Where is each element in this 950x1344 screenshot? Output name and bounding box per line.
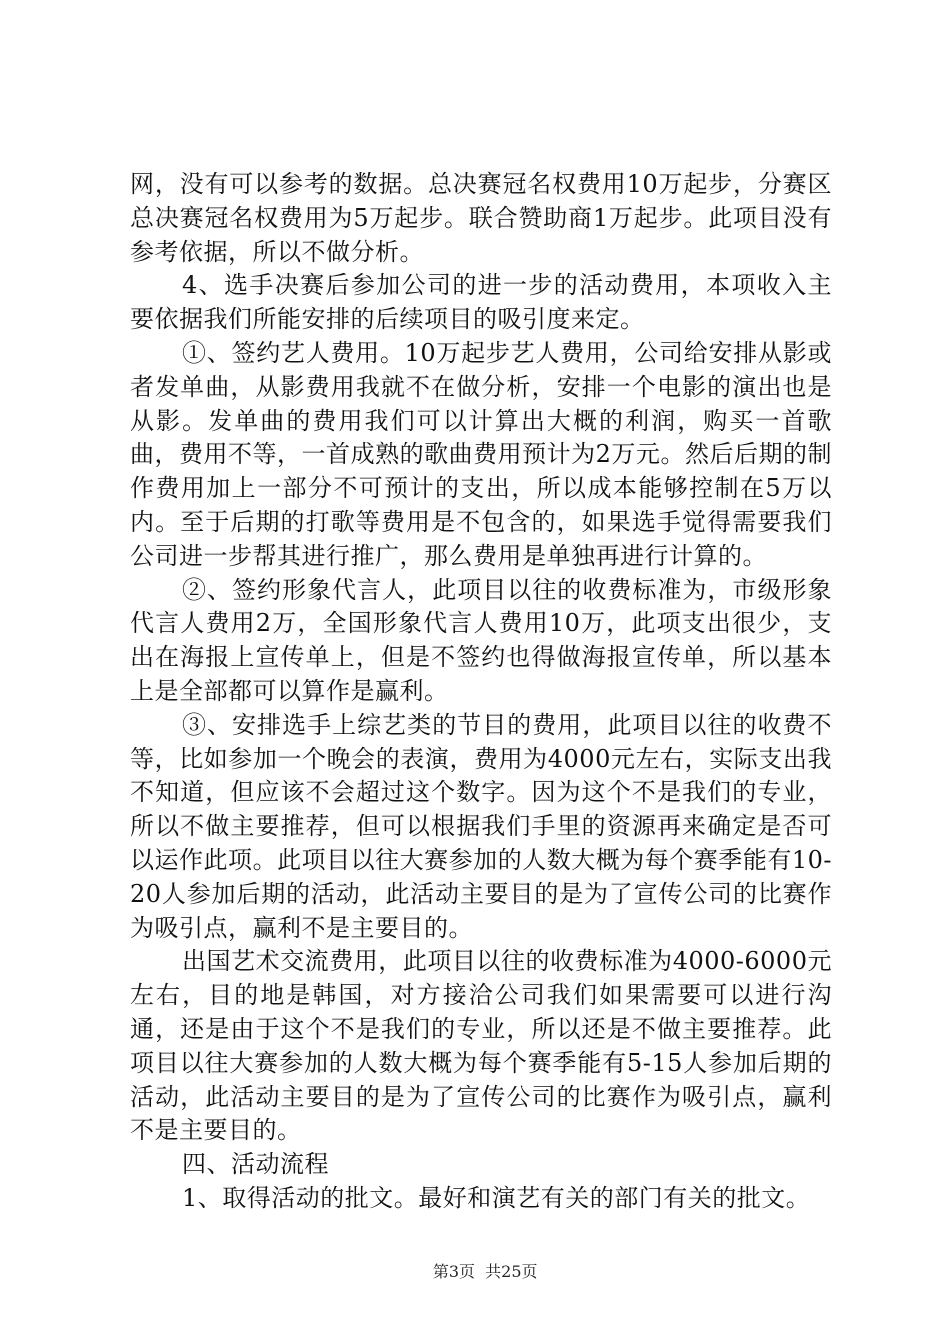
paragraph-4: ②、签约形象代言人，此项目以往的收费标准为，市级形象代言人费用2万，全国形象代言人费用10万，此项支出很少，支出在海报上宣传单上，但是不签约也得做海报宣传单，所以基本上是全部都可以算作是赢利。	[130, 575, 832, 705]
paragraph-1: 网，没有可以参考的数据。总决赛冠名权费用10万起步，分赛区总决赛冠名权费用为5万起步。联合赞助商1万起步。此项目没有参考依据，所以不做分析。	[130, 170, 832, 266]
paragraph-5: ③、安排选手上综艺类的节目的费用，此项目以往的收费不等，比如参加一个晚会的表演，费用为4000元左右，实际支出我不知道，但应该不会超过这个数字。因为这个不是我们的专业，所以不做主要推荐，但可以根据我们手里的资源再来确定是否可以运作此项。此项目以往大赛参加的人数大概为每个赛季能有10-20人参加后期的活动，此活动主要目的是为了宣传公司的比赛作为吸引点，赢利不是主要目的。	[130, 710, 832, 942]
section-heading: 四、活动流程	[182, 1150, 329, 1179]
page-footer	[0, 1242, 950, 1302]
paragraph-2: 4、选手决赛后参加公司的进一步的活动费用，本项收入主要依据我们所能安排的后续项目的吸引度来定。	[130, 271, 832, 334]
paragraph-3: ①、签约艺人费用。10万起步艺人费用，公司给安排从影或者发单曲，从影费用我就不在做分析，安排一个电影的演出也是从影。发单曲的费用我们可以计算出大概的利润，购买一首歌曲，费用不等，一首成熟的歌曲费用预计为2万元。然后后期的制作费用加上一部分不可预计的支出，所以成本能够控制在5万以内。至于后期的打歌等费用是不包含的，如果选手觉得需要我们公司进一步帮其进行推广，那么费用是单独再进行计算的。	[130, 338, 832, 570]
paragraph-7: 1、取得活动的批文。最好和演艺有关的部门有关的批文。	[182, 1183, 811, 1212]
document-body	[130, 168, 832, 1216]
paragraph-6: 出国艺术交流费用，此项目以往的收费标准为4000-6000元左右，目的地是韩国，对方接洽公司我们如果需要可以进行沟通，还是由于这个不是我们的专业，所以还是不做主要推荐。此项目以往大赛参加的人数大概为每个赛季能有5-15人参加后期的活动，此活动主要目的是为了宣传公司的比赛作为吸引点，赢利不是主要目的。	[130, 947, 832, 1145]
page-number-label: 第3页 共25页	[432, 1262, 538, 1281]
